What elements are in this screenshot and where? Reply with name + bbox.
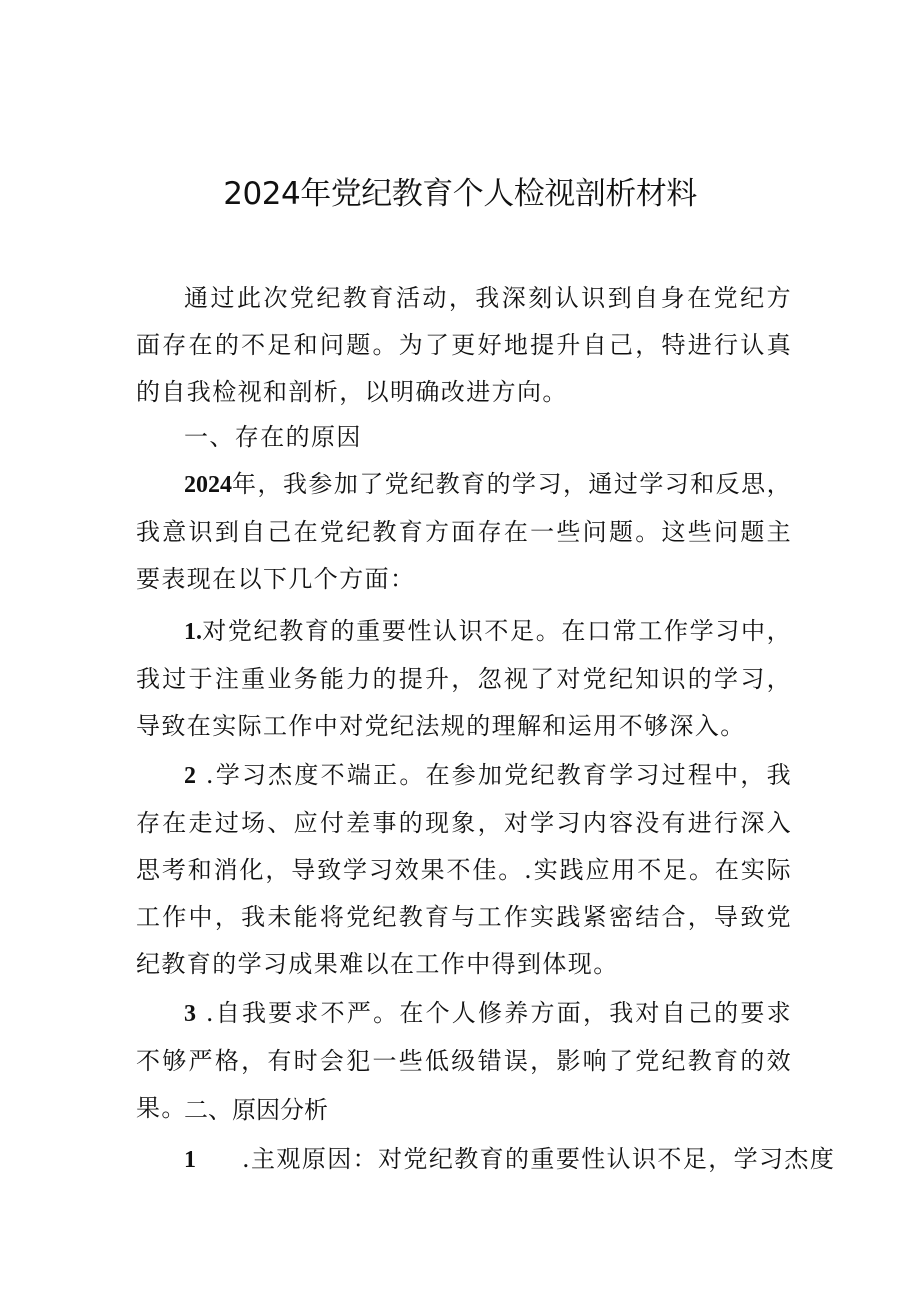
issue-item-3-number: 3: [184, 1001, 196, 1027]
issue-item-3-text: .自我要求不严。在个人修养方面，我对自己的要求不够严格，有时会犯一些低级错误，影响了党纪教育的效果。: [136, 999, 792, 1122]
lead-year: 2024: [184, 472, 232, 498]
section-heading-analysis: 二、原因分析: [184, 1096, 328, 1124]
document-title: 2024年党纪教育个人检视剖析材料: [223, 176, 697, 212]
issue-item-2: [136, 752, 792, 988]
analysis-item-1-number: 1: [184, 1147, 196, 1173]
issue-item-1-text: 对党纪教育的重要性认识不足。在口常工作学习中，我过于注重业务能力的提升，忽视了对党纪知识的学习，导致在实际工作中对党纪法规的理解和运用不够深入。: [136, 617, 792, 740]
issue-item-2-text: .学习杰度不端正。在参加党纪教育学习过程中，我存在走过场、应付差事的现象，对学习内容没有进行深入思考和消化，导致学习效果不佳。.实践应用不足。在实际工作中，我未能将党纪教育与工作实践紧密结合，导致党纪教育的学习成果难以在工作中得到体现。: [136, 761, 792, 978]
lead-paragraph: [136, 461, 792, 603]
issue-item-1-number: 1.: [184, 619, 202, 645]
section-heading-causes: 一、存在的原因: [184, 423, 362, 451]
issue-item-1: [136, 608, 792, 750]
analysis-item-1-text: .主观原因：对党纪教育的重要性认识不足，学习杰度: [242, 1145, 836, 1173]
issue-item-2-number: 2: [184, 763, 196, 789]
lead-text: 年，我参加了党纪教育的学习，通过学习和反思，我意识到自己在党纪教育方面存在一些问题。这些问题主要表现在以下几个方面：: [136, 470, 792, 593]
analysis-item-1: [136, 1136, 836, 1184]
intro-paragraph: 通过此次党纪教育活动，我深刻认识到自身在党纪方面存在的不足和问题。为了更好地提升自己，特进行认真的自我检视和剖析，以明确改进方向。: [136, 284, 792, 406]
